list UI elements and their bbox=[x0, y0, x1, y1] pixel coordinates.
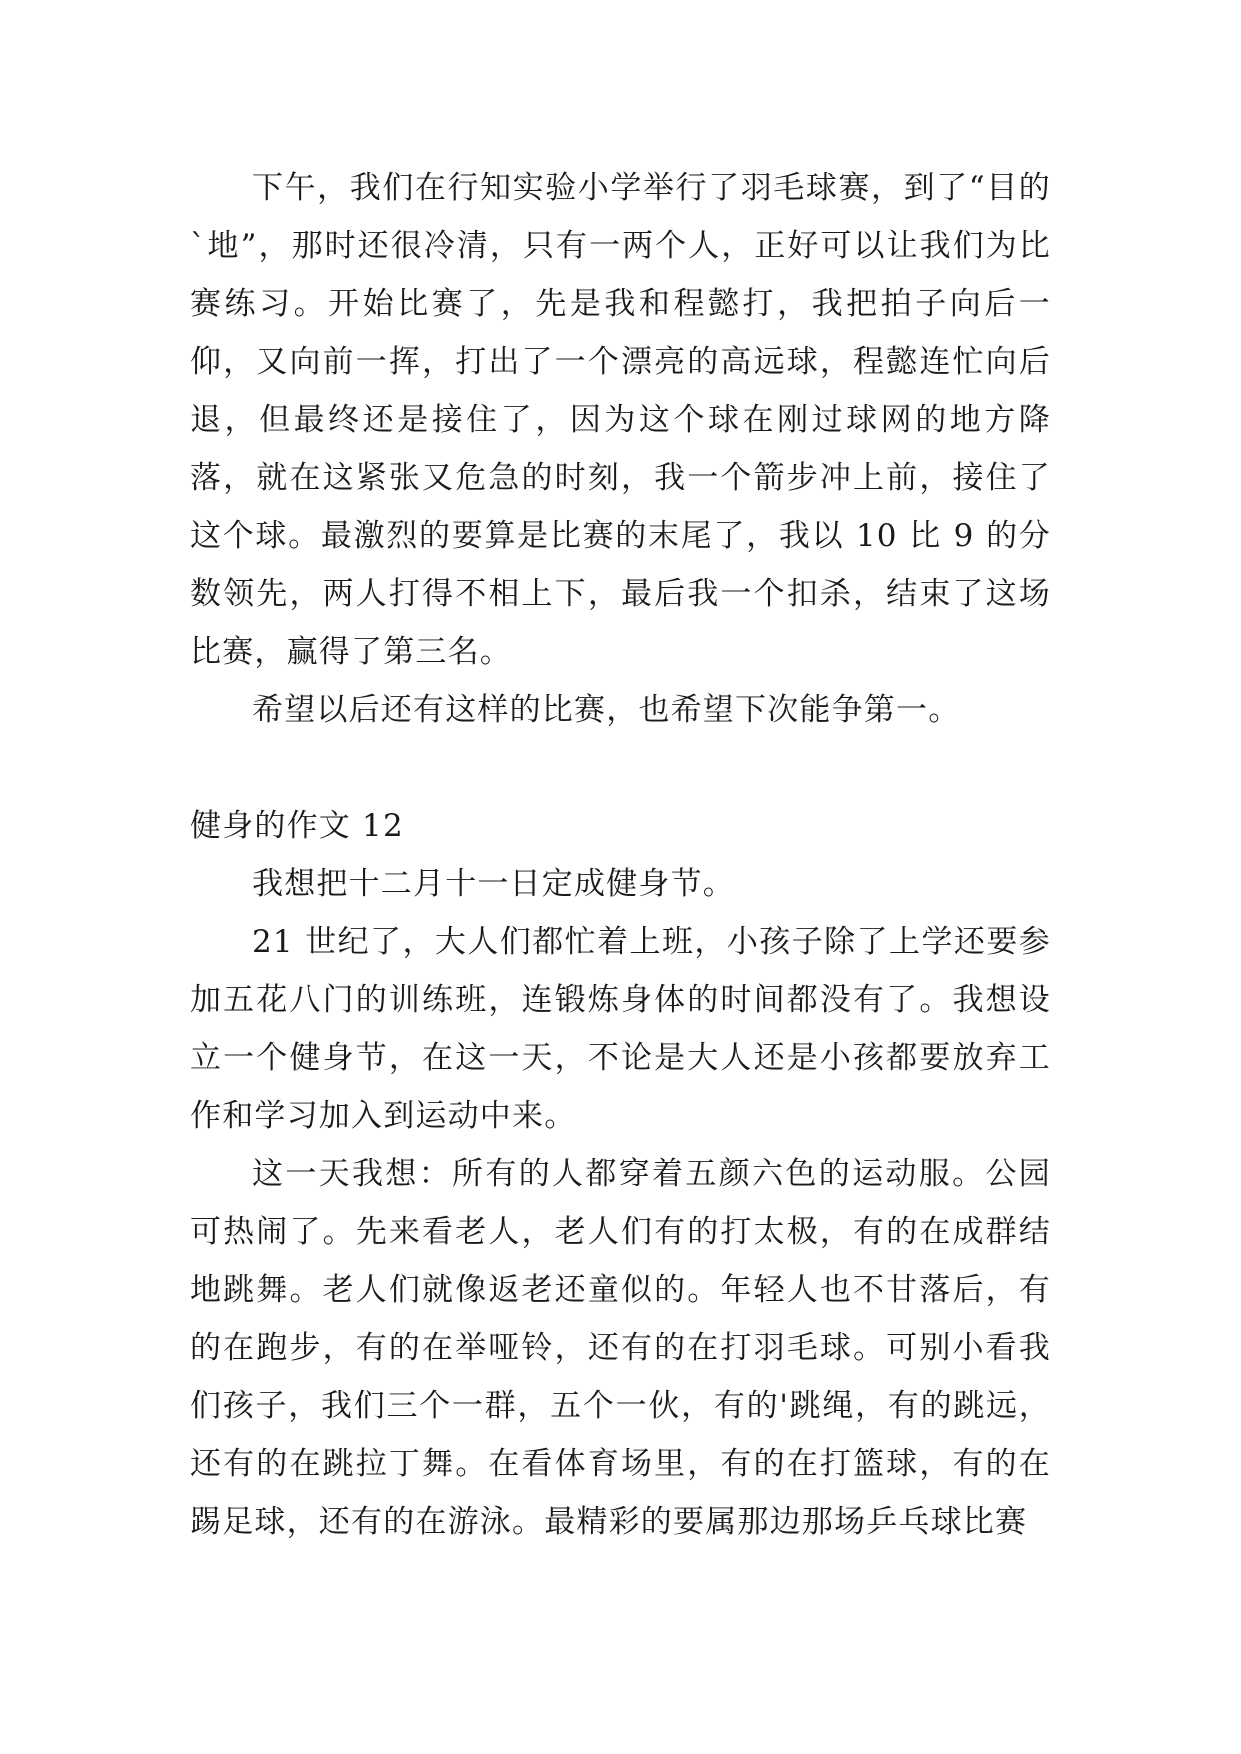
section-title: 健身的作文 12 bbox=[190, 808, 404, 844]
paragraph-hope: 希望以后还有这样的比赛，也希望下次能争第一。 bbox=[252, 692, 961, 728]
document-body bbox=[190, 159, 1051, 1551]
paragraph-park-scene: 这一天我想：所有的人都穿着五颜六色的运动服。公园可热闹了。先来看老人，老人们有的打太极，有的在成群结地跳舞。老人们就像返老还童似的。年轻人也不甘落后，有的在跑步，有的在举哑铃，还有的在打羽毛球。可别小看我们孩子，我们三个一群，五个一伙，有的'跳绳，有的跳远，还有的在跳拉丁舞。在看体育场里，有的在打篮球，有的在踢足球，还有的在游泳。最精彩的要属那边那场乒乓球比赛 bbox=[190, 1156, 1051, 1540]
paragraph-fitness-day: 我想把十二月十一日定成健身节。 bbox=[252, 866, 735, 902]
paragraph-21st-century: 21 世纪了，大人们都忙着上班，小孩子除了上学还要参加五花八门的训练班，连锻炼身体的时间都没有了。我想设立一个健身节，在这一天，不论是大人还是小孩都要放弃工作和学习加入到运动中来。 bbox=[190, 924, 1051, 1134]
paragraph-badminton-match: 下午，我们在行知实验小学举行了羽毛球赛，到了“目的`地”，那时还很冷清，只有一两个人，正好可以让我们为比赛练习。开始比赛了，先是我和程懿打，我把拍子向后一仰，又向前一挥，打出了一个漂亮的高远球，程懿连忙向后退，但最终还是接住了，因为这个球在刚过球网的地方降落，就在这紧张又危急的时刻，我一个箭步冲上前，接住了这个球。最激烈的要算是比赛的末尾了，我以 10 比 9 的分数领先，两人打得不相上下，最后我一个扣杀，结束了这场比赛，赢得了第三名。 bbox=[190, 170, 1051, 670]
paragraph-spacer bbox=[190, 739, 1051, 797]
